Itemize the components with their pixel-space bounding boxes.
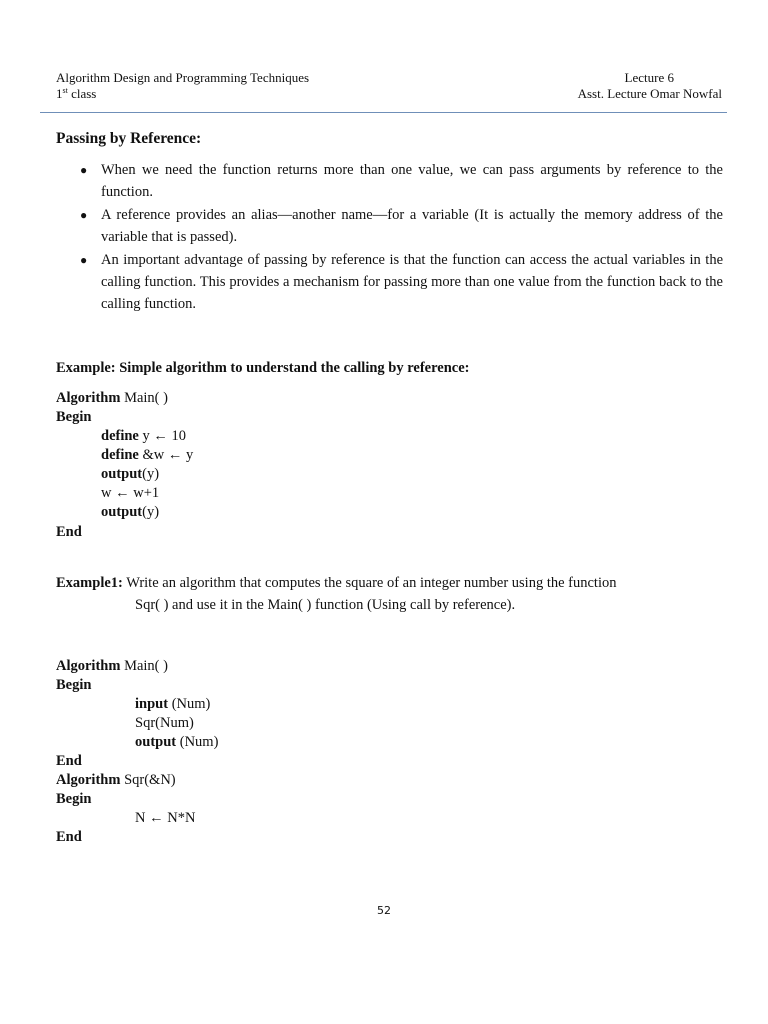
bullet-dot-icon: ● <box>80 208 88 222</box>
bullet-item: ● A reference provides an alias—another name—for a variable (It is actually the memory address of the variable that is passed). <box>56 204 723 248</box>
code-line: End <box>56 524 82 540</box>
bullet-item: ● An important advantage of passing by reference is that the function can access the actual variables in the calling function. This provides a mechanism for passing more than one value from the function back to the calling function. <box>56 249 723 315</box>
code-line: Begin <box>56 409 92 425</box>
example1-statement: Example1: Write an algorithm that computes the square of an integer number using the function Sqr( ) and use it in the Main( ) function (Using call by reference). <box>56 575 617 613</box>
code-line: output(y) <box>101 504 160 520</box>
header-class: 1st class <box>56 86 97 101</box>
header-lecture: Lecture 6 <box>624 70 674 85</box>
code-line: Algorithm Main( ) <box>56 390 168 406</box>
bullet-item: ● When we need the function returns more than one value, we can pass arguments by reference to the function. <box>56 159 723 203</box>
code-line: define &w ← y <box>101 447 194 463</box>
code-line: define y ← 10 <box>101 428 186 444</box>
code-line: w ← w+1 <box>101 485 160 501</box>
header-lecturer: Asst. Lecture Omar Nowfal <box>577 86 722 101</box>
code-line: Sqr(Num) <box>135 715 194 731</box>
code-line: output (Num) <box>135 734 219 750</box>
code-line: Algorithm Main( ) <box>56 658 168 674</box>
code-line: Begin <box>56 677 92 693</box>
bullet-dot-icon: ● <box>80 163 88 177</box>
code-line: Algorithm Sqr(&N) <box>56 772 176 788</box>
bullet-list <box>56 159 723 316</box>
bullet-dot-icon: ● <box>80 253 88 267</box>
header-course: Algorithm Design and Programming Techniques <box>56 70 310 85</box>
code-line: N ← N*N <box>135 810 196 826</box>
code-line: output(y) <box>101 466 160 482</box>
code-line: End <box>56 753 82 769</box>
header-rule <box>40 112 727 113</box>
code-line: input (Num) <box>135 696 211 712</box>
page-number: 52 <box>377 904 391 917</box>
code-line: End <box>56 829 82 845</box>
section-title: Passing by Reference: <box>56 130 202 147</box>
example-heading: Example: Simple algorithm to understand the calling by reference: <box>56 360 470 376</box>
code-line: Begin <box>56 791 92 807</box>
